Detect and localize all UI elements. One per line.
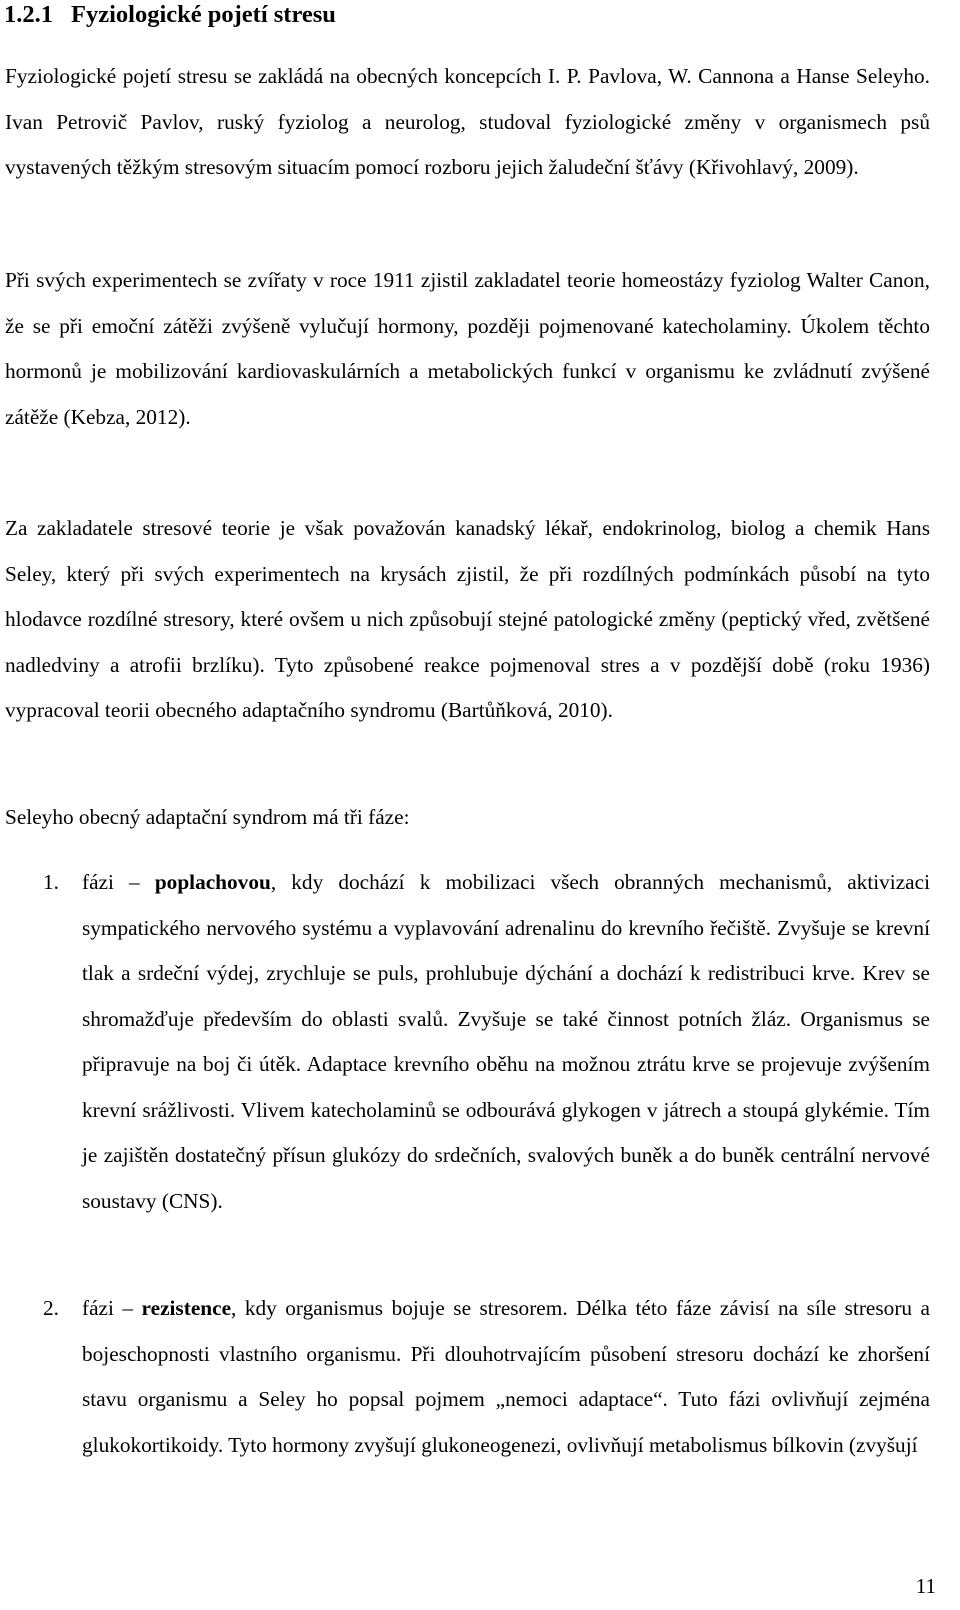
phases-intro: Seleyho obecný adaptační syndrom má tři fáze: (5, 805, 410, 829)
paragraph-2: Při svých experimentech se zvířaty v roce 1911 zjistil zakladatel teorie homeostázy fyziolog Walter Canon, že se při emoční zátěži zvýšeně vylučují hormony, později pojmenované katecholaminy. Úkolem těchto hormonů je mobilizování kardiovaskulárních a metabolických funkcí v organismu ke zvládnutí zvýšené zátěže (Kebza, 2012). (5, 268, 930, 429)
phase-term: rezistence (141, 1296, 232, 1320)
phase-lead: fázi – (82, 870, 155, 894)
list-item (5, 860, 930, 1224)
section-heading (4, 0, 336, 30)
list-item (5, 1286, 930, 1468)
list-marker: 2. (43, 1296, 59, 1320)
phase-text: , kdy dochází k mobilizaci všech obranných mechanismů, aktivizaci sympatického nervového systému a vyplavování adrenalinu do krevního řečiště. Zvyšuje se krevní tlak a srdeční výdej, zrychluje se puls, prohlubuje dýchání a dochází k redistribuci krve. Krev se shromažďuje především do oblasti svalů. Zvyšuje se také činnost potních žláz. Organismus se připravuje na boj či útěk. Adaptace krevního oběhu na možnou ztrátu krve se projevuje zvýšením krevní srážlivosti. Vlivem katecholaminů se odbourává glykogen v játrech a stoupá glykémie. Tím je zajištěn dostatečný přísun glukózy do srdečních, svalových buněk a do buněk centrální nervové soustavy (CNS). (82, 870, 930, 1213)
list-item-text (82, 860, 930, 1224)
paragraph-1: Fyziologické pojetí stresu se zakládá na obecných koncepcích I. P. Pavlova, W. Cannona a Hanse Seleyho. Ivan Petrovič Pavlov, ruský fyziolog a neurolog, studoval fyziologické změny v organismech psů vystavených těžkým stresovým situacím pomocí rozboru jejich žaludeční šťávy (Křivohlavý, 2009). (5, 64, 930, 179)
phase-term: poplachovou (154, 870, 271, 894)
list-item-text (82, 1286, 930, 1468)
page-number: 11 (915, 1574, 936, 1598)
list-marker: 1. (43, 870, 59, 894)
phase-text: , kdy organismus bojuje se stresorem. Délka této fáze závisí na síle stresoru a bojeschopnosti vlastního organismu. Při dlouhotrvajícím působení stresoru dochází ke zhoršení stavu organismu a Seley ho popsal pojmem „nemoci adaptace“. Tuto fázi ovlivňují zejména glukokortikoidy. Tyto hormony zvyšují glukoneogenezi, ovlivňují metabolismus bílkovin (zvyšují (82, 1296, 930, 1457)
paragraph-3: Za zakladatele stresové teorie je však považován kanadský lékař, endokrinolog, biolog a chemik Hans Seley, který při svých experimentech na krysách zjistil, že při rozdílných podmínkách působí na tyto hlodavce rozdílné stresory, které ovšem u nich způsobují stejné patologické změny (peptický vřed, zvětšené nadledviny a atrofii brzlíku). Tyto způsobené reakce pojmenoval stres a v pozdější době (roku 1936) vypracoval teorii obecného adaptačního syndromu (Bartůňková, 2010). (5, 516, 930, 722)
section-number: 1.2.1 (4, 1, 53, 28)
section-title: Fyziologické pojetí stresu (71, 1, 336, 28)
phase-lead: fázi – (82, 1296, 142, 1320)
